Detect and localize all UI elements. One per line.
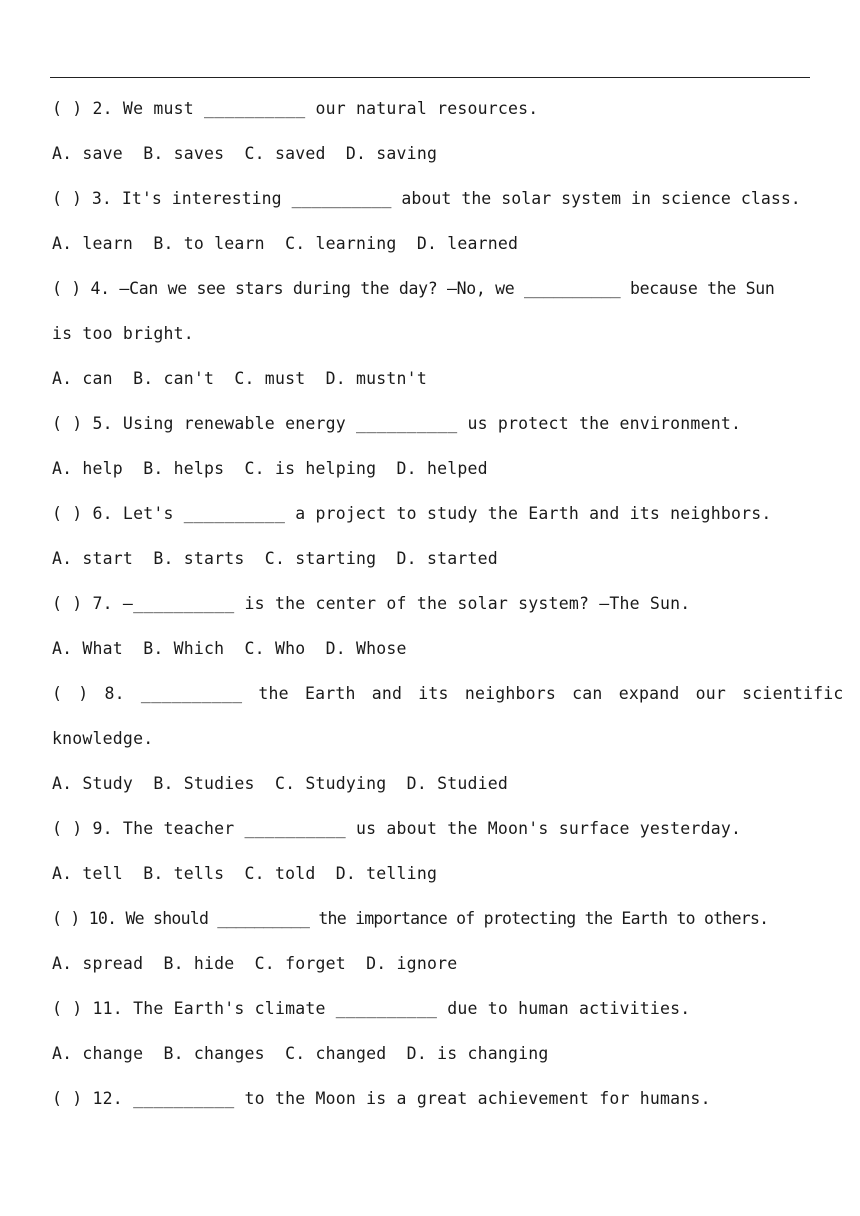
- question-5-options: A. help B. helps C. is helping D. helped: [52, 459, 488, 478]
- question-6-stem: ( ) 6. Let's __________ a project to study the Earth and its neighbors.: [52, 504, 772, 523]
- question-9-stem: ( ) 9. The teacher __________ us about the Moon's surface yesterday.: [52, 819, 742, 838]
- question-8-stem-line2: knowledge.: [52, 729, 154, 748]
- question-3-stem: ( ) 3. It's interesting __________ about the solar system in science class.: [52, 189, 801, 208]
- question-12-stem: ( ) 12. __________ to the Moon is a great achievement for humans.: [52, 1089, 711, 1108]
- question-9-options: A. tell B. tells C. told D. telling: [52, 864, 438, 883]
- question-7-options: A. What B. Which C. Who D. Whose: [52, 639, 407, 658]
- question-8-options: A. Study B. Studies C. Studying D. Studied: [52, 774, 509, 793]
- question-5-stem: ( ) 5. Using renewable energy __________ us protect the environment.: [52, 414, 742, 433]
- question-4-stem-line1: ( ) 4. —Can we see stars during the day? —No, we __________ because the Sun: [52, 279, 775, 298]
- question-2-stem: ( ) 2. We must __________ our natural resources.: [52, 99, 539, 118]
- question-10-stem: ( ) 10. We should __________ the importance of protecting the Earth to others.: [52, 909, 769, 928]
- question-7-stem: ( ) 7. —__________ is the center of the solar system? —The Sun.: [52, 594, 691, 613]
- question-4-stem-line2: is too bright.: [52, 324, 194, 343]
- question-2-options: A. save B. saves C. saved D. saving: [52, 144, 438, 163]
- question-3-options: A. learn B. to learn C. learning D. learned: [52, 234, 519, 253]
- question-4-options: A. can B. can't C. must D. mustn't: [52, 369, 427, 388]
- question-6-options: A. start B. starts C. starting D. started: [52, 549, 498, 568]
- question-8-stem-line1: ( ) 8. __________ the Earth and its neighbors can expand our scientific: [52, 684, 844, 703]
- question-11-stem: ( ) 11. The Earth's climate __________ due to human activities.: [52, 999, 691, 1018]
- question-10-options: A. spread B. hide C. forget D. ignore: [52, 954, 458, 973]
- top-rule: [50, 77, 810, 78]
- question-list: [52, 86, 844, 1121]
- question-11-options: A. change B. changes C. changed D. is changing: [52, 1044, 549, 1063]
